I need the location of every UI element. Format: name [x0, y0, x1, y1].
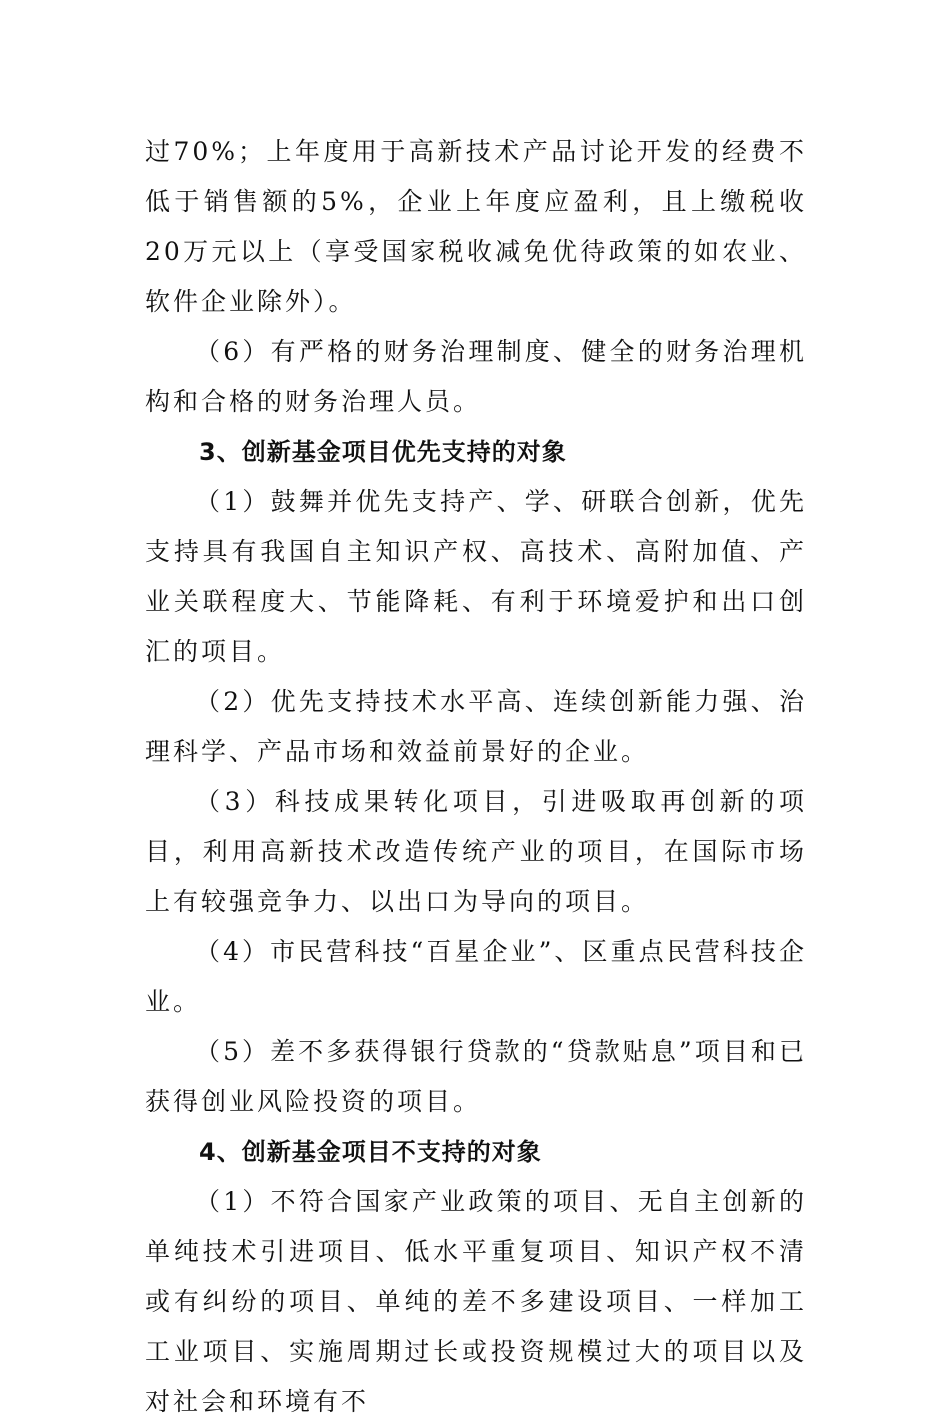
- paragraph-priority-4: （4）市民营科技“百星企业”、区重点民营科技企业。: [145, 937, 807, 1016]
- document-body: [145, 127, 807, 1427]
- section-heading-3: 3、创新基金项目优先支持的对象: [199, 438, 567, 466]
- paragraph-priority-3: （3）科技成果转化项目，引进吸取再创新的项目，利用高新技术改造传统产业的项目，在国际市场上有较强竞争力、以出口为导向的项目。: [145, 787, 807, 916]
- paragraph-priority-2: （2）优先支持技术水平高、连续创新能力强、治理科学、产品市场和效益前景好的企业。: [145, 687, 807, 766]
- paragraph-continuation: 过70%；上年度用于高新技术产品讨论开发的经费不低于销售额的5%，企业上年度应盈利，且上缴税收20万元以上（享受国家税收减免优待政策的如农业、软件企业除外）。: [145, 137, 807, 316]
- paragraph-priority-1: （1）鼓舞并优先支持产、学、研联合创新，优先支持具有我国自主知识产权、高技术、高附加值、产业关联程度大、节能降耗、有利于环境爱护和出口创汇的项目。: [145, 487, 807, 666]
- paragraph-excluded-1: （1）不符合国家产业政策的项目、无自主创新的单纯技术引进项目、低水平重复项目、知识产权不清或有纠纷的项目、单纯的差不多建设项目、一样加工工业项目、实施周期过长或投资规模过大的项目以及对社会和环境有不: [145, 1187, 807, 1416]
- paragraph-priority-5: （5）差不多获得银行贷款的“贷款贴息”项目和已获得创业风险投资的项目。: [145, 1037, 807, 1116]
- section-heading-4: 4、创新基金项目不支持的对象: [199, 1138, 542, 1166]
- paragraph-item-6: （6）有严格的财务治理制度、健全的财务治理机构和合格的财务治理人员。: [145, 337, 807, 416]
